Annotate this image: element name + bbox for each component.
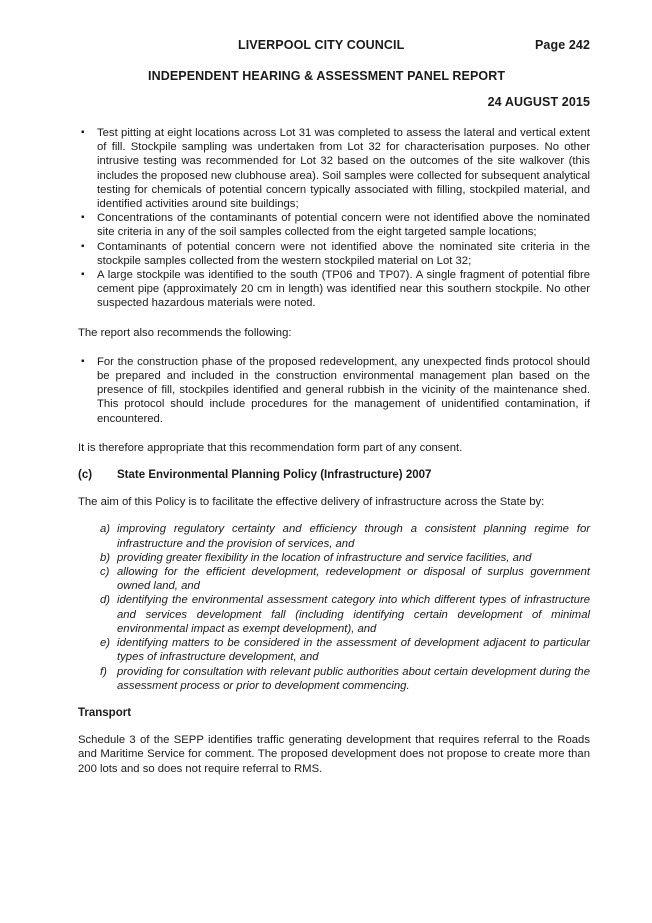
list-item: c) allowing for the efficient development, redevelopment or disposal of surplus government owned land, and	[100, 566, 590, 593]
recommends-intro: The report also recommends the following:	[78, 326, 292, 339]
list-item: f) providing for consultation with relevant public authorities about certain development during the assessment process or prior to development commencing.	[100, 665, 590, 692]
list-item: b) providing greater flexibility in the location of infrastructure and service facilities, and	[100, 551, 532, 564]
list-item: e) identifying matters to be considered in the assessment of development adjacent to particular types of infrastructure development, and	[100, 637, 590, 664]
bullet-icon: ▪	[81, 212, 85, 224]
section-letter: (c)	[78, 469, 93, 482]
section-heading	[78, 468, 590, 482]
report-date: 24 AUGUST 2015	[487, 95, 590, 109]
section-title: State Environmental Planning Policy (Infrastructure) 2007	[117, 469, 432, 482]
bullet-icon: ▪	[81, 355, 85, 367]
list-item: d) identifying the environmental assessment category into which different types of infrastructure and services development fall (including identifying certain development of minimal environmental impact as exempt development), and	[100, 594, 590, 635]
list-item: ▪ Test pitting at eight locations across Lot 31 was completed to assess the lateral and vertical extent of fill. Stockpile sampling was undertaken from Lot 32 for characterisation purposes. No other intrusive testing was recommended for Lot 32 based on the outcomes of the site walkover (this includes the proposed new clubhouse area). Soil samples were collected for subsequent analytical testing for chemicals of potential concern typically associated with filling, stockpiled material, and identified activities around site buildings;	[81, 127, 590, 211]
list-item: ▪ For the construction phase of the proposed redevelopment, any unexpected finds protocol should be prepared and included in the construction environmental management plan based on the presence of fill, stockpiles identified and general rubbish in the vicinity of the maintenance shed. This protocol should include procedures for the management of unidentified contamination, if encountered.	[81, 355, 590, 425]
transport-heading: Transport	[78, 706, 132, 719]
report-title: INDEPENDENT HEARING & ASSESSMENT PANEL REPORT	[148, 69, 506, 83]
findings-list	[78, 126, 590, 311]
recommendation-list	[78, 355, 590, 426]
page-number: Page 242	[534, 38, 590, 52]
report-body	[78, 126, 590, 776]
bullet-icon: ▪	[81, 269, 85, 281]
council-name: LIVERPOOL CITY COUNCIL	[238, 38, 405, 52]
list-item: a) improving regulatory certainty and efficiency through a consistent planning regime for infrastructure and the provision of services, and	[100, 523, 590, 550]
bullet-icon: ▪	[81, 240, 85, 252]
list-item: ▪ A large stockpile was identified to the south (TP06 and TP07). A single fragment of potential fibre cement pipe (approximately 20 cm in length) was identified near this southern stockpile. No other suspected hazardous materials were noted.	[81, 269, 590, 310]
consent-text: It is therefore appropriate that this recommendation form part of any consent.	[78, 441, 463, 454]
aim-intro: The aim of this Policy is to facilitate the effective delivery of infrastructure across the State by:	[78, 496, 545, 509]
list-item: ▪ Contaminants of potential concern were not identified above the nominated site criteria in the stockpile samples collected from the western stockpiled material on Lot 32;	[81, 240, 590, 267]
transport-text: Schedule 3 of the SEPP identifies traffic generating development that requires referral to the Roads and Maritime Service for comment. The proposed development does not propose to create more than 200 lots and so does not require referral to RMS.	[78, 734, 590, 775]
aims-list	[78, 522, 590, 692]
list-item: ▪ Concentrations of the contaminants of potential concern were not identified above the nominated site criteria in any of the soil samples collected from the eight targeted sample locations;	[81, 212, 590, 239]
bullet-icon: ▪	[81, 127, 85, 138]
